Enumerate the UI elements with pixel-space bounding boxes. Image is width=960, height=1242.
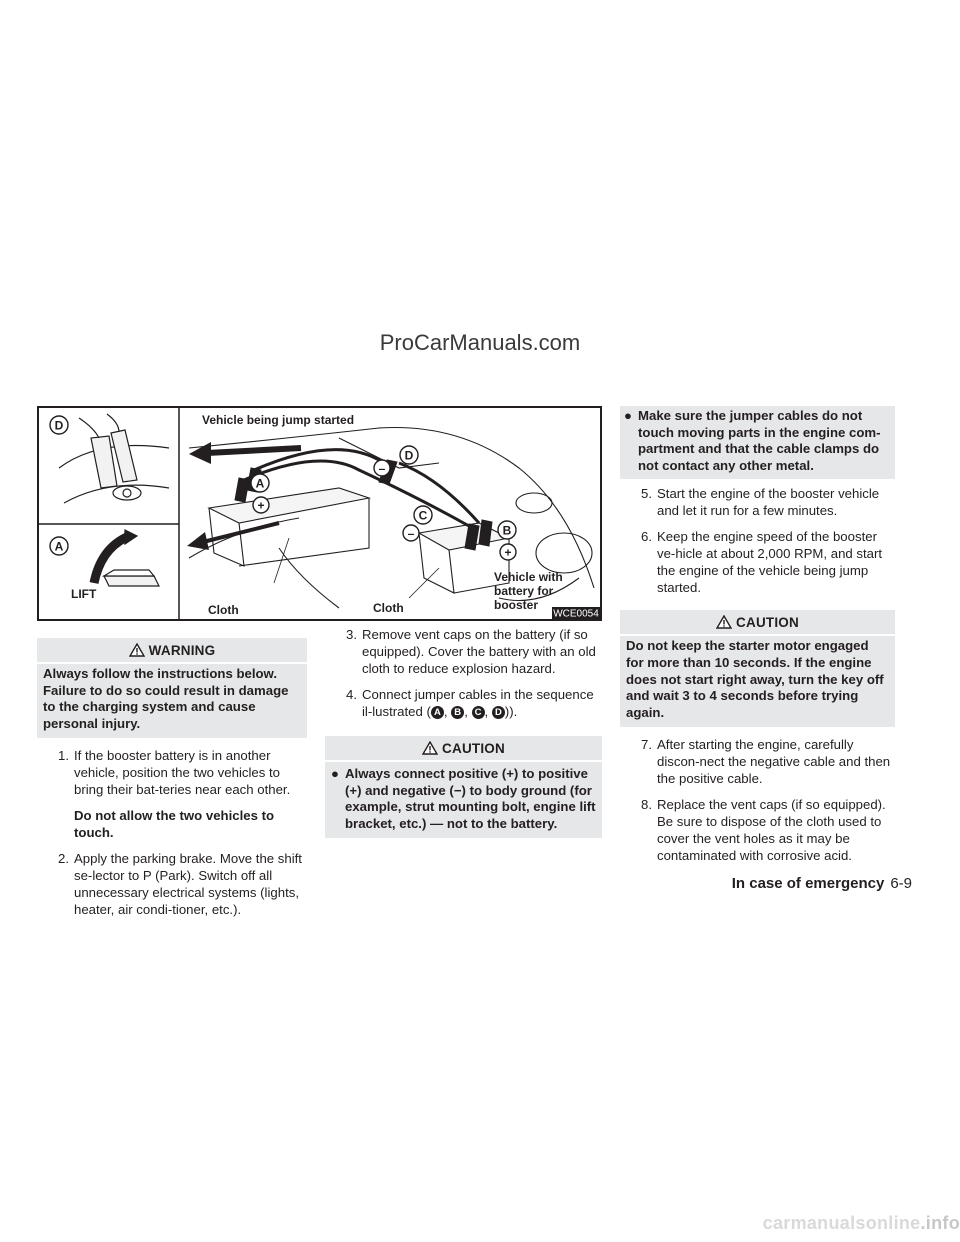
step-number: 7. — [641, 737, 652, 753]
ground-clamp-drawing — [59, 414, 169, 503]
warning-banner — [37, 638, 307, 662]
step-number: 1. — [58, 748, 69, 764]
watermark-bottom-suffix: .info — [920, 1213, 960, 1233]
booster-label-line1: Vehicle with — [494, 570, 563, 584]
section-title: In case of emergency — [731, 875, 885, 892]
step-1 — [37, 747, 307, 798]
step-7 — [620, 736, 895, 787]
step-6 — [620, 528, 895, 596]
step-text: After starting the engine, carefully discon-nect the negative cable and then the positive cable. — [657, 737, 891, 787]
minus-sign: – — [378, 461, 386, 476]
caution-banner — [325, 736, 602, 760]
arrow-head — [189, 442, 211, 464]
caution-title: CAUTION — [736, 614, 799, 630]
step-4 — [325, 686, 602, 720]
step-text: Keep the engine speed of the booster ve-hicle at about 2,000 RPM, and start the engine of the vehicle being jump started. — [657, 529, 883, 596]
step-number: 8. — [641, 797, 652, 813]
step-text: Replace the vent caps (if so equipped). Be sure to dispose of the cloth used to cover the vent holes as it may be contaminated with corrosive acid. — [657, 797, 886, 864]
left-column — [37, 638, 307, 918]
warning-title: WARNING — [148, 642, 216, 658]
seq-c-badge: C — [472, 706, 485, 719]
watermark-bottom — [763, 1213, 960, 1234]
vent-cap-drawing — [94, 530, 159, 586]
bullet-icon: ● — [331, 766, 339, 781]
callout-a: A — [255, 476, 265, 491]
cloth-right-label: Cloth — [373, 601, 404, 615]
step-4-text-end: )). — [504, 704, 518, 719]
lift-label: LIFT — [71, 587, 97, 601]
booster-label-line2: battery for — [494, 584, 554, 598]
step-8 — [620, 796, 895, 864]
step-3 — [325, 626, 602, 677]
plus-sign: + — [257, 498, 265, 513]
middle-column — [325, 626, 602, 838]
step-number: 6. — [641, 529, 652, 545]
starter-caution-text: Do not keep the starter motor engaged for more than 10 seconds. If the engine does not start right away, turn the key off and wait 3 to 4 seconds before trying again. — [620, 636, 895, 727]
step-5 — [620, 485, 895, 519]
step-number: 3. — [346, 627, 357, 642]
watermark-top: ProCarManuals.com — [379, 330, 581, 355]
arrow-to-vehicle — [207, 448, 301, 453]
step-number: 4. — [346, 687, 357, 702]
vehicle-jump-label: Vehicle being jump started — [202, 413, 355, 427]
seq-b-badge: B — [451, 706, 464, 719]
warning-icon — [129, 643, 145, 657]
cable-caution-box — [620, 406, 895, 479]
page-footer — [732, 875, 912, 892]
warning-text: Always follow the instructions below. Failure to do so could result in damage to the charging system and cause personal injury. — [37, 664, 307, 738]
step-number: 5. — [641, 486, 652, 502]
step-text: Remove vent caps on the battery (if so equipped). Cover the battery with an old cloth to reduce explosion hazard. — [362, 627, 596, 676]
step-text: Start the engine of the booster vehicle and let it run for a few minutes. — [657, 486, 880, 519]
caution-icon — [422, 741, 438, 755]
seq-a-badge: A — [431, 706, 444, 719]
minus-sign: – — [407, 526, 415, 541]
booster-label-line3: booster — [494, 598, 539, 612]
cloth-left-label: Cloth — [208, 603, 239, 617]
bullet-icon: ● — [624, 408, 632, 423]
plus-sign: + — [504, 545, 512, 560]
caution-icon — [716, 615, 732, 629]
step-text: Connect jumper cables in the sequence il-lustrated ( A , B , C , D )). — [362, 687, 594, 719]
caution-title: CAUTION — [442, 740, 505, 756]
caution-box — [325, 762, 602, 838]
figure-code: WCE0054 — [553, 608, 599, 619]
cable-caution-text: Make sure the jumper cables do not touch moving parts in the engine com-partment and that the cable clamps do not contact any other metal. — [638, 408, 881, 473]
page-number: 6-9 — [890, 875, 912, 892]
step-text: Apply the parking brake. Move the shift se-lector to P (Park). Switch off all unnecessary electrical systems (lights, heater, air condi-tioner, etc.). — [74, 851, 302, 918]
caution-banner-2 — [620, 610, 895, 634]
step-4-text-start: Connect jumper cables in the sequence il-lustrated ( — [362, 687, 594, 719]
callout-b: B — [502, 523, 512, 538]
step-text: If the booster battery is in another vehicle, position the two vehicles to bring their bat-teries near each other. — [74, 748, 291, 798]
callout-a-left: A — [54, 539, 64, 554]
watermark-bottom-main: carmanualsonline — [762, 1213, 921, 1233]
step-1-note: Do not allow the two vehicles to touch. — [74, 808, 275, 841]
right-column — [620, 406, 895, 864]
callout-d: D — [404, 448, 414, 463]
caution-text: Always connect positive (+) to positive (+) and negative (−) to body ground (for example, strut mounting bolt, engine lift bracket, etc.) — not to the battery. — [345, 766, 596, 831]
callout-d-left: D — [54, 418, 64, 433]
arrow-head — [187, 532, 209, 550]
callout-c: C — [418, 508, 428, 523]
step-number: 2. — [58, 851, 69, 867]
step-2 — [37, 850, 307, 918]
seq-d-badge: D — [492, 706, 505, 719]
jump-start-illustration — [37, 406, 602, 621]
